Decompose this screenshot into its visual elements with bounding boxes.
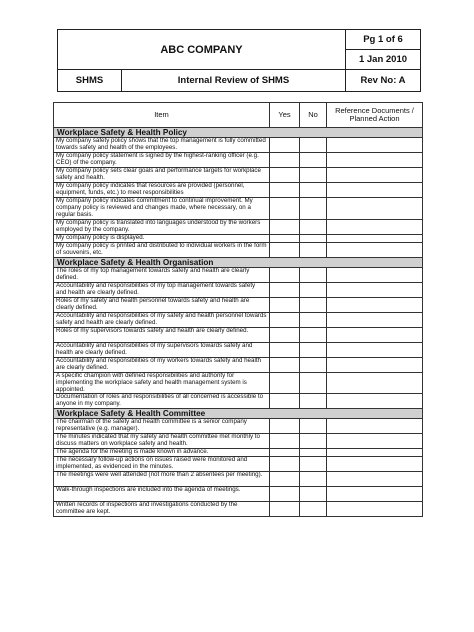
no-cell[interactable] (300, 242, 327, 257)
checklist-item-text: A specific champion with defined responsibilities and authority for implementing the workplace safety and health management system is appointed. (54, 372, 270, 394)
checklist-item-text: Accountability and responsibilities of my supervisors towards safety and health are clearly defined. (54, 342, 270, 357)
column-header-yes: Yes (270, 103, 300, 128)
checklist-item-text: Accountability and responsibilities of my safety and health personnel towards safety and health are clearly defined. (54, 312, 270, 327)
yes-cell[interactable] (270, 372, 300, 394)
reference-cell[interactable] (327, 297, 423, 312)
yes-cell[interactable] (270, 234, 300, 242)
document-code: SHMS (58, 70, 122, 91)
no-cell[interactable] (300, 457, 327, 472)
yes-cell[interactable] (270, 138, 300, 153)
checklist-item-text: My company policy statement is signed by the highest-ranking officer (e.g. CEO) of the company. (54, 153, 270, 168)
checklist-item-text: The roles of my top management towards safety and health are clearly defined. (54, 267, 270, 282)
column-header-item: Item (54, 103, 270, 128)
yes-cell[interactable] (270, 342, 300, 357)
reference-cell[interactable] (327, 198, 423, 220)
no-cell[interactable] (300, 434, 327, 449)
yes-cell[interactable] (270, 153, 300, 168)
no-cell[interactable] (300, 372, 327, 394)
checklist-body (54, 128, 423, 517)
reference-cell[interactable] (327, 219, 423, 234)
table-row (54, 267, 423, 282)
checklist-item-text: My company policy is translated into languages understood by the workers employed by the company. (54, 219, 270, 234)
table-row (54, 487, 423, 502)
section-title: Workplace Safety & Health Policy (54, 128, 423, 138)
no-cell[interactable] (300, 297, 327, 312)
yes-cell[interactable] (270, 242, 300, 257)
checklist-item-text: The agenda for the meeting is made known in advance. (54, 449, 270, 457)
reference-cell[interactable] (327, 419, 423, 434)
yes-cell[interactable] (270, 267, 300, 282)
reference-cell[interactable] (327, 327, 423, 342)
reference-cell[interactable] (327, 138, 423, 153)
no-cell[interactable] (300, 394, 327, 409)
document-date: 1 Jan 2010 (346, 50, 420, 70)
table-row (54, 327, 423, 342)
table-row (54, 312, 423, 327)
table-row (54, 342, 423, 357)
no-cell[interactable] (300, 327, 327, 342)
yes-cell[interactable] (270, 183, 300, 198)
checklist-item-text: Roles of my safety and health personnel towards safety and health are clearly defined. (54, 297, 270, 312)
yes-cell[interactable] (270, 297, 300, 312)
section-title: Workplace Safety & Health Organisation (54, 257, 423, 267)
checklist-table (53, 102, 423, 517)
reference-cell[interactable] (327, 457, 423, 472)
reference-cell[interactable] (327, 168, 423, 183)
document-header (57, 29, 421, 92)
table-row (54, 372, 423, 394)
no-cell[interactable] (300, 198, 327, 220)
no-cell[interactable] (300, 487, 327, 502)
reference-cell[interactable] (327, 153, 423, 168)
checklist-item-text: The chairman of the safety and health committee is a senior company representative (e.g. manager). (54, 419, 270, 434)
no-cell[interactable] (300, 267, 327, 282)
reference-cell[interactable] (327, 183, 423, 198)
yes-cell[interactable] (270, 394, 300, 409)
checklist-item-text: My company policy indicates commitment to continual improvement. My company policy is reviewed and changes made, where necessary, on a regular basis. (54, 198, 270, 220)
no-cell[interactable] (300, 219, 327, 234)
no-cell[interactable] (300, 502, 327, 517)
no-cell[interactable] (300, 138, 327, 153)
table-row (54, 138, 423, 153)
table-row (54, 419, 423, 434)
table-row (54, 297, 423, 312)
reference-cell[interactable] (327, 357, 423, 372)
yes-cell[interactable] (270, 168, 300, 183)
no-cell[interactable] (300, 282, 327, 297)
yes-cell[interactable] (270, 357, 300, 372)
no-cell[interactable] (300, 153, 327, 168)
no-cell[interactable] (300, 168, 327, 183)
checklist-item-text: Accountability and responsibilities of my workers towards safety and health are clearly defined. (54, 357, 270, 372)
table-row (54, 502, 423, 517)
section-row (54, 409, 423, 419)
document-title: Internal Review of SHMS (122, 70, 346, 91)
reference-cell[interactable] (327, 487, 423, 502)
reference-cell[interactable] (327, 372, 423, 394)
checklist-item-text: My company policy sets clear goals and performance targets for workplace safety and health. (54, 168, 270, 183)
yes-cell[interactable] (270, 327, 300, 342)
checklist-item-text: Roles of my supervisors towards safety and health are clearly defined. (54, 327, 270, 342)
table-row (54, 153, 423, 168)
no-cell[interactable] (300, 183, 327, 198)
section-title: Workplace Safety & Health Committee (54, 409, 423, 419)
table-row (54, 219, 423, 234)
checklist-item-text: My company safety policy shows that the top management is fully committed towards safety and health of the employees. (54, 138, 270, 153)
no-cell[interactable] (300, 449, 327, 457)
column-header-reference: Reference Documents / Planned Action (327, 103, 423, 128)
reference-cell[interactable] (327, 502, 423, 517)
table-row (54, 434, 423, 449)
reference-cell[interactable] (327, 394, 423, 409)
checklist-item-text: The meetings were well attended (not more than 2 absentees per meeting). (54, 472, 270, 487)
checklist-item-text: Documentation of roles and responsibilities of all concerned is accessible to anyone in my company. (54, 394, 270, 409)
section-row (54, 128, 423, 138)
table-row (54, 457, 423, 472)
checklist-item-text: My company policy is printed and distributed to individual workers in the form of souvenirs, etc. (54, 242, 270, 257)
reference-cell[interactable] (327, 472, 423, 487)
reference-cell[interactable] (327, 267, 423, 282)
no-cell[interactable] (300, 357, 327, 372)
checklist-item-text: Accountability and responsibilities of my top management towards safety and health are clearly defined. (54, 282, 270, 297)
no-cell[interactable] (300, 472, 327, 487)
section-row (54, 257, 423, 267)
yes-cell[interactable] (270, 219, 300, 234)
reference-cell[interactable] (327, 434, 423, 449)
table-row (54, 394, 423, 409)
no-cell[interactable] (300, 312, 327, 327)
table-row (54, 198, 423, 220)
table-row (54, 168, 423, 183)
table-row (54, 282, 423, 297)
yes-cell[interactable] (270, 198, 300, 220)
yes-cell[interactable] (270, 282, 300, 297)
reference-cell[interactable] (327, 342, 423, 357)
checklist-item-text: My company policy indicates that resources are provided (personnel, equipment, funds, etc.) to meet responsibilities (54, 183, 270, 198)
company-name: ABC COMPANY (58, 30, 346, 70)
no-cell[interactable] (300, 419, 327, 434)
table-row (54, 183, 423, 198)
yes-cell[interactable] (270, 502, 300, 517)
table-row (54, 472, 423, 487)
no-cell[interactable] (300, 234, 327, 242)
table-row (54, 357, 423, 372)
table-row (54, 242, 423, 257)
checklist-item-text: My company policy is displayed. (54, 234, 270, 242)
yes-cell[interactable] (270, 312, 300, 327)
reference-cell[interactable] (327, 234, 423, 242)
reference-cell[interactable] (327, 449, 423, 457)
checklist-item-text: Walk-through inspections are included into the agenda of meetings. (54, 487, 270, 502)
page-number: Pg 1 of 6 (346, 30, 420, 50)
yes-cell[interactable] (270, 487, 300, 502)
checklist-item-text: Written records of inspections and investigations conducted by the committee are kept. (54, 502, 270, 517)
column-header-no: No (300, 103, 327, 128)
reference-cell[interactable] (327, 282, 423, 297)
yes-cell[interactable] (270, 457, 300, 472)
yes-cell[interactable] (270, 434, 300, 449)
yes-cell[interactable] (270, 419, 300, 434)
no-cell[interactable] (300, 342, 327, 357)
checklist-item-text: The minutes indicated that my safety and health committee met monthly to discuss matters on workplace safety and health. (54, 434, 270, 449)
reference-cell[interactable] (327, 242, 423, 257)
checklist-item-text: The necessary follow-up actions on issues raised were monitored and implemented, as evidenced in the minutes. (54, 457, 270, 472)
yes-cell[interactable] (270, 472, 300, 487)
yes-cell[interactable] (270, 449, 300, 457)
revision-number: Rev No: A (360, 75, 406, 86)
table-header-row (54, 103, 423, 128)
reference-cell[interactable] (327, 312, 423, 327)
